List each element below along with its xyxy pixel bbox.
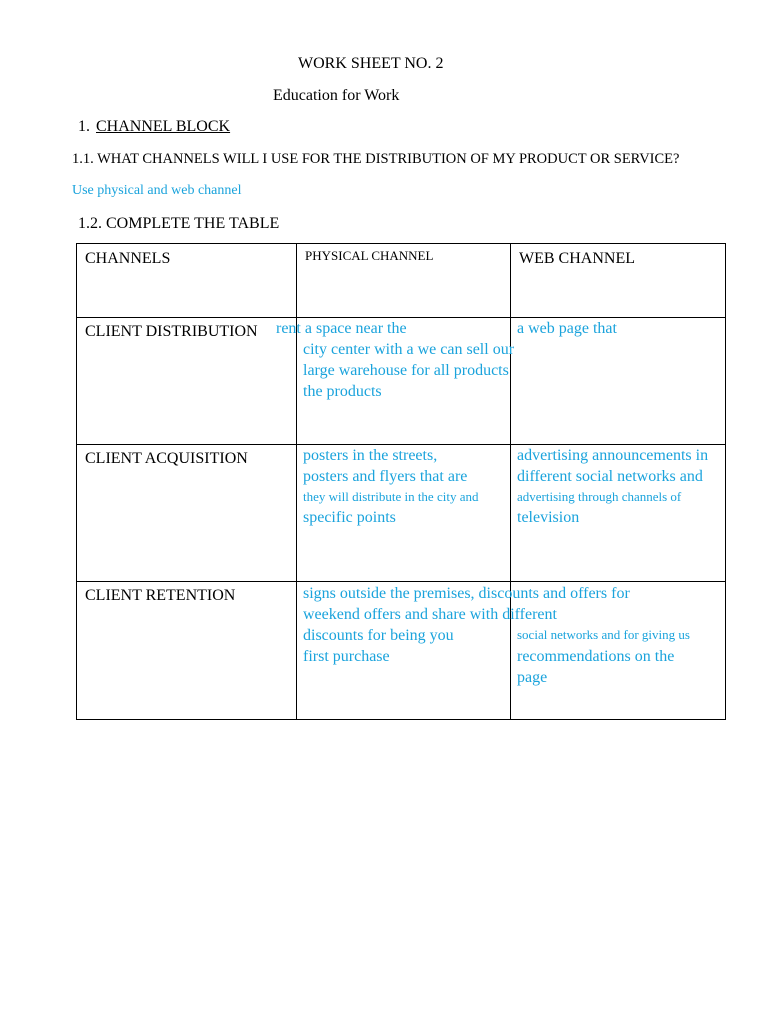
web-answer-line: television [517,509,580,526]
header-cell: PHYSICAL CHANNEL [297,244,511,318]
physical-answer-line: posters in the streets, [303,447,438,464]
question-answer: Use physical and web channel [72,183,242,198]
physical-answer-line: specific points [303,509,396,526]
physical-answer-line: discounts for being you [303,627,454,644]
header-cell: WEB CHANNEL [511,244,726,318]
physical-answer-line: large warehouse for all products [303,362,509,379]
section-number: 1. [78,118,90,135]
web-answer-line: page [517,669,548,686]
worksheet-title: WORK SHEET NO. 2 [298,55,444,72]
physical-answer-line: signs outside the premises, discounts and offers for [303,585,630,602]
web-answer-line: different social networks and [517,468,703,485]
web-answer-line: social networks and for giving us [517,627,690,642]
table-row [77,445,726,582]
row-label: CLIENT RETENTION [85,587,236,604]
web-answer-line: advertising through channels of [517,489,682,504]
web-answer-line: recommendations on the [517,648,675,665]
web-answer-line: a web page that [517,320,617,337]
row-label: CLIENT ACQUISITION [85,450,248,467]
row-label-cell [77,582,297,720]
web-answer-line: advertising announcements in [517,447,709,464]
physical-answer-line: weekend offers and share with different [303,606,557,623]
row-label: CLIENT DISTRIBUTION [85,323,258,340]
table-header-row [77,244,726,318]
physical-answer-line: city center with a we can sell our [303,341,515,358]
section-heading [78,118,230,136]
table-instruction: 1.2. COMPLETE THE TABLE [78,215,280,232]
physical-answer-line: posters and flyers that are [303,468,468,485]
physical-answer-line: rent a space near the [276,320,407,337]
worksheet-subtitle: Education for Work [273,87,400,104]
physical-answer-line: they will distribute in the city and [303,489,479,504]
section-name: CHANNEL BLOCK [96,118,231,135]
row-label-cell [77,445,297,582]
question-text: 1.1. WHAT CHANNELS WILL I USE FOR THE DISTRIBUTION OF MY PRODUCT OR SERVICE? [72,151,680,167]
physical-answer-line: first purchase [303,648,390,665]
physical-answer-line: the products [303,383,382,400]
row-label-cell [77,318,297,445]
header-cell: CHANNELS [77,244,297,318]
